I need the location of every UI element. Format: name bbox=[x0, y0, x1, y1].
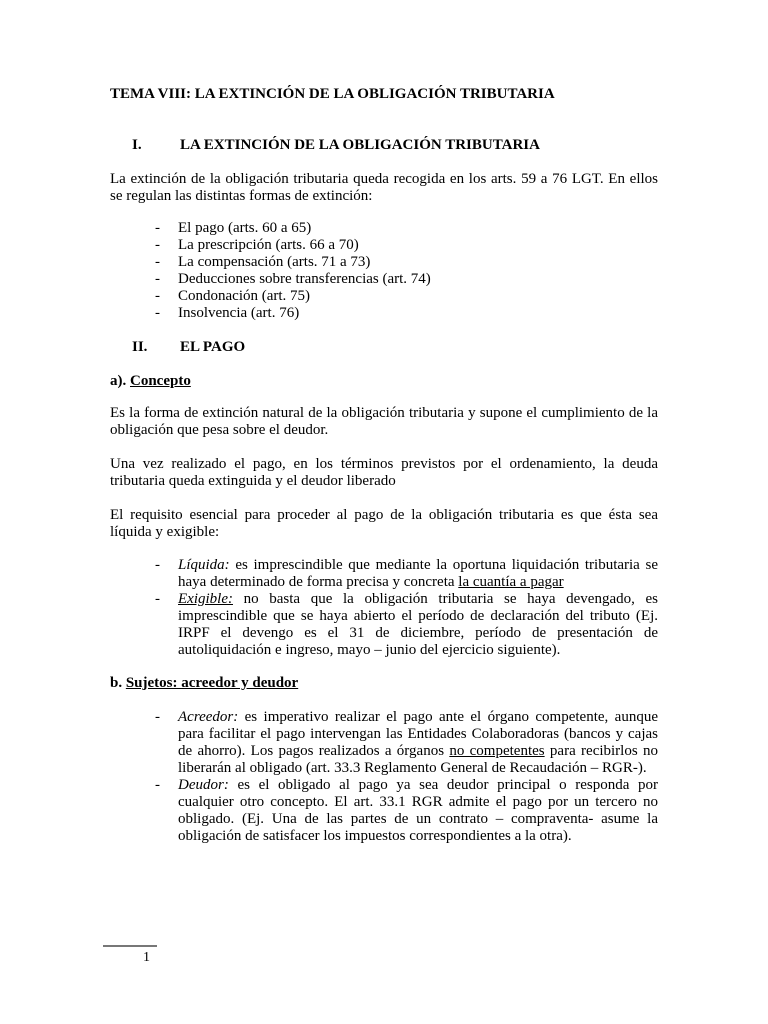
requirements-list bbox=[110, 557, 658, 659]
paragraph-requisito: El requisito esencial para proceder al pago de la obligación tributaria es que ésta sea líquida y exigible: bbox=[110, 507, 658, 540]
list-item: - Insolvencia (art. 76) bbox=[155, 305, 300, 321]
list-item: - El pago (arts. 60 a 65) bbox=[155, 220, 312, 236]
section-number: II. bbox=[132, 339, 148, 355]
subjects-list bbox=[110, 709, 658, 845]
footer-separator bbox=[103, 945, 157, 947]
page-number: 1 bbox=[143, 950, 150, 965]
subheading-sujetos: b. Sujetos: acreedor y deudor bbox=[110, 675, 299, 691]
extinction-forms-list bbox=[110, 220, 658, 322]
section-heading-1 bbox=[110, 137, 658, 154]
paragraph-pago: Una vez realizado el pago, en los términos previstos por el ordenamiento, la deuda tributaria queda extinguida y el deudor liberado bbox=[110, 456, 658, 489]
list-item: - Deducciones sobre transferencias (art. 74) bbox=[155, 271, 431, 287]
list-item-exigible: - Exigible: no basta que la obligación tributaria se haya devengado, es imprescindible que se haya abierto el período de declaración del tributo (Ej. IRPF el devengo es el 31 de diciembre, período de presentación de autoliquidación e ingreso, mayo – junio del ejercicio siguiente). bbox=[155, 591, 658, 658]
section-title: LA EXTINCIÓN DE LA OBLIGACIÓN TRIBUTARIA bbox=[180, 137, 540, 153]
subheading-concepto: a). Concepto bbox=[110, 373, 191, 389]
list-item: - La compensación (arts. 71 a 73) bbox=[155, 254, 371, 270]
list-item-liquida: - Líquida: es imprescindible que mediante la oportuna liquidación tributaria se haya determinado de forma precisa y concreta la cuantía a pagar bbox=[155, 557, 658, 590]
list-item: - La prescripción (arts. 66 a 70) bbox=[155, 237, 359, 253]
list-item: - Condonación (art. 75) bbox=[155, 288, 311, 304]
section-title: EL PAGO bbox=[180, 339, 246, 355]
list-item-acreedor: - Acreedor: es imperativo realizar el pago ante el órgano competente, aunque para facilitar el pago intervengan las Entidades Colaboradoras (bancos y cajas de ahorro). Los pagos realizados a órganos no competentes para recibirlos no liberarán al obligado (art. 33.3 Reglamento General de Recaudación – RGR-). bbox=[155, 709, 658, 776]
document-title: TEMA VIII: LA EXTINCIÓN DE LA OBLIGACIÓN TRIBUTARIA bbox=[110, 86, 555, 102]
section-number: I. bbox=[132, 137, 142, 153]
intro-paragraph: La extinción de la obligación tributaria queda recogida en los arts. 59 a 76 LGT. En ellos se regulan las distintas formas de extinción: bbox=[110, 171, 658, 204]
list-item-deudor: - Deudor: es el obligado al pago ya sea deudor principal o responda por cualquier otro concepto. El art. 33.1 RGR admite el pago por un tercero no obligado. (Ej. Una de las partes de un contrato – compraventa- asume la obligación de satisfacer los impuestos correspondientes a la otra). bbox=[155, 777, 658, 844]
paragraph-concepto: Es la forma de extinción natural de la obligación tributaria y supone el cumplimiento de la obligación que pesa sobre el deudor. bbox=[110, 405, 658, 438]
section-heading-2 bbox=[110, 339, 658, 356]
